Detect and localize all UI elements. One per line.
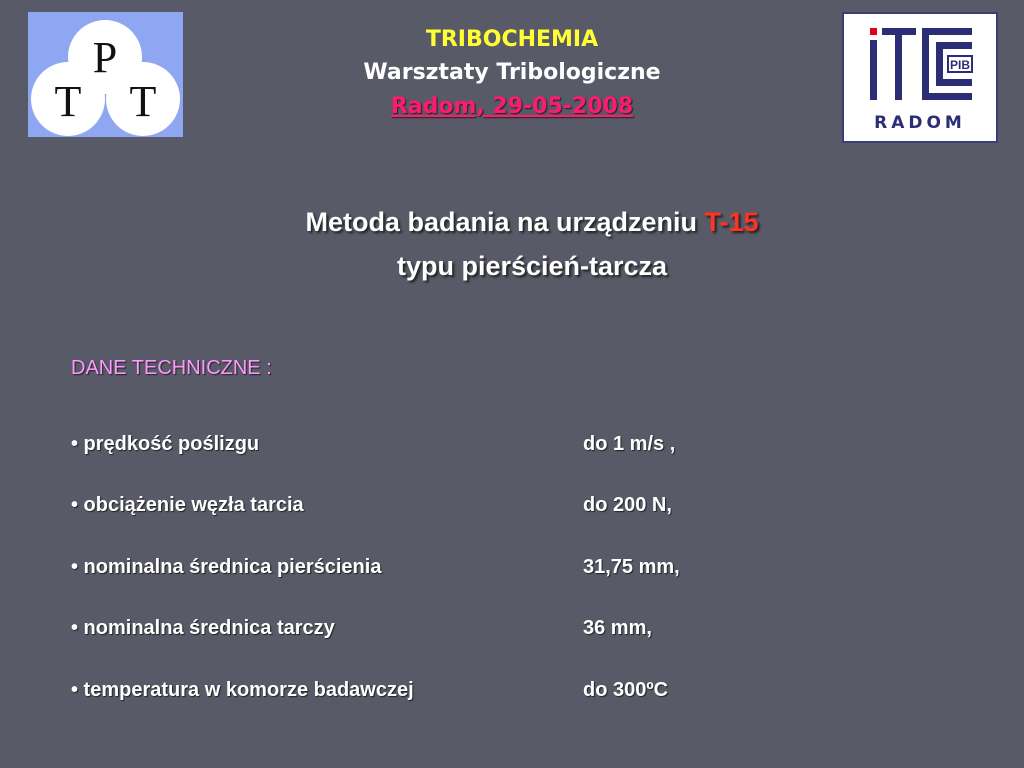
spec-item bbox=[71, 613, 771, 643]
event-name: TRIBOCHEMIA bbox=[425, 27, 599, 52]
spec-value: do 300ºC bbox=[583, 679, 669, 701]
logo-letter-t2: T bbox=[129, 77, 157, 126]
logo-letter-t1: T bbox=[54, 77, 82, 126]
event-header bbox=[262, 24, 762, 124]
slide-title bbox=[200, 200, 864, 288]
spec-label: • obciążenie węzła tarcia bbox=[71, 494, 304, 516]
spec-label: • nominalna średnica tarczy bbox=[71, 617, 335, 639]
itee-logo bbox=[842, 12, 998, 143]
section-heading: DANE TECHNICZNE : bbox=[71, 357, 272, 379]
spec-item bbox=[71, 675, 771, 705]
spec-item bbox=[71, 429, 771, 459]
logo-i-dot bbox=[870, 28, 877, 35]
ptt-logo-graphic bbox=[28, 12, 183, 137]
logo-letter-p: P bbox=[92, 33, 118, 82]
title-device-code: T-15 bbox=[704, 207, 759, 237]
spec-value: 31,75 mm, bbox=[583, 556, 680, 578]
logo-i-stem bbox=[870, 40, 877, 100]
spec-value: do 200 N, bbox=[583, 494, 672, 516]
logo-pib-text: PIB bbox=[949, 58, 971, 72]
itee-logo-graphic bbox=[844, 14, 996, 141]
spec-item bbox=[71, 490, 771, 520]
spec-label: • nominalna średnica pierścienia bbox=[71, 556, 382, 578]
event-subtitle: Warsztaty Tribologiczne bbox=[363, 60, 661, 85]
logo-t-stem bbox=[895, 28, 902, 100]
event-date-link[interactable]: Radom, 29-05-2008 bbox=[390, 94, 634, 119]
spec-value: do 1 m/s , bbox=[583, 433, 676, 455]
spec-label: • prędkość poślizgu bbox=[71, 433, 260, 455]
title-main: Metoda badania na urządzeniu bbox=[305, 207, 705, 237]
logo-radom-text: RADOM bbox=[874, 113, 966, 133]
spec-value: 36 mm, bbox=[583, 617, 652, 639]
spec-item bbox=[71, 552, 771, 582]
spec-label: • temperatura w komorze badawczej bbox=[71, 679, 414, 701]
title-subtitle: typu pierścień-tarcza bbox=[396, 251, 668, 281]
ptt-logo bbox=[28, 12, 183, 137]
